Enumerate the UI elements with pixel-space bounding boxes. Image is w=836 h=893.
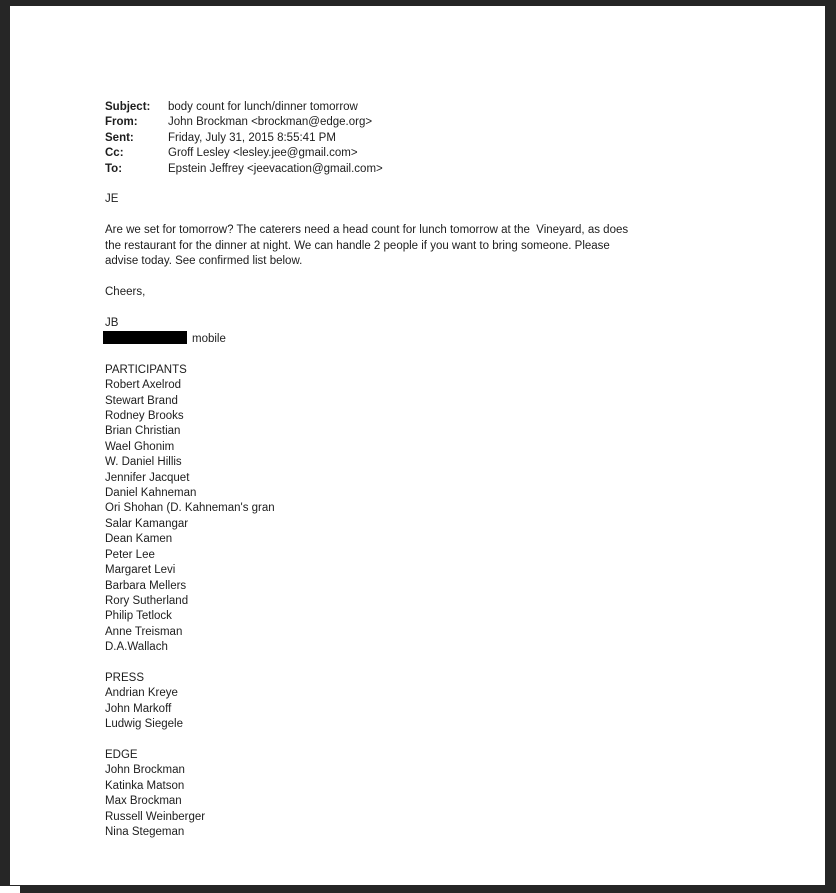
section-title: EDGE — [105, 748, 138, 761]
section-edge — [105, 748, 785, 840]
list-item: Margaret Levi — [105, 564, 176, 577]
header-label: Sent: — [105, 131, 134, 144]
header-label: Cc: — [105, 147, 124, 160]
header-value: body count for lunch/dinner tomorrow — [168, 101, 358, 113]
paragraph-line: Are we set for tomorrow? The caterers need a head count for lunch tomorrow at the Vineyard, as does — [105, 224, 629, 237]
list-item: Andrian Kreye — [105, 687, 178, 700]
section-title: PRESS — [105, 671, 144, 684]
section-press — [105, 671, 785, 733]
list-item: Rory Sutherland — [105, 594, 189, 607]
list-item: Dean Kamen — [105, 533, 173, 546]
signature-phone-line — [105, 331, 785, 347]
edge-list — [105, 763, 785, 840]
press-list — [105, 686, 785, 732]
list-item: Philip Tetlock — [105, 610, 172, 623]
section-title: PARTICIPANTS — [105, 363, 187, 376]
email-headers — [105, 100, 785, 177]
header-row — [105, 131, 785, 146]
list-item: Robert Axelrod — [105, 379, 182, 392]
list-item: Daniel Kahneman — [105, 487, 197, 500]
list-item: Wael Ghonim — [105, 440, 175, 453]
list-item: Katinka Matson — [105, 779, 185, 792]
list-item: John Brockman — [105, 764, 185, 777]
header-value: Groff Lesley <lesley.jee@gmail.com> — [168, 147, 358, 160]
list-item: Rodney Brooks — [105, 410, 184, 423]
list-item: D.A.Wallach — [105, 641, 168, 654]
list-item: Barbara Mellers — [105, 579, 187, 592]
header-value: Epstein Jeffrey <jeevacation@gmail.com> — [168, 162, 383, 175]
list-item: Russell Weinberger — [105, 810, 206, 823]
greeting: JE — [105, 193, 119, 206]
redaction-label: mobile — [192, 333, 226, 346]
signature-initials: JB — [105, 316, 119, 329]
header-value: Friday, July 31, 2015 8:55:41 PM — [168, 131, 336, 144]
body-paragraph — [105, 223, 785, 269]
list-item: Brian Christian — [105, 425, 181, 438]
list-item: W. Daniel Hillis — [105, 456, 182, 469]
header-row — [105, 162, 785, 177]
header-label: To: — [105, 162, 123, 175]
email-content — [10, 6, 825, 840]
email-page — [10, 6, 825, 885]
scan-corner-artifact — [0, 886, 20, 893]
header-value: John Brockman <brockman@edge.org> — [168, 116, 373, 129]
header-row — [105, 100, 785, 115]
list-item: Nina Stegeman — [105, 825, 185, 838]
list-item: Jennifer Jacquet — [105, 471, 190, 484]
list-item: Peter Lee — [105, 548, 155, 561]
paragraph-line: the restaurant for the dinner at night. We can handle 2 people if you want to bring someone. Please — [105, 239, 610, 252]
list-item: Max Brockman — [105, 795, 182, 808]
list-item: Stewart Brand — [105, 394, 178, 407]
header-row — [105, 115, 785, 130]
header-row — [105, 146, 785, 161]
list-item: Anne Treisman — [105, 625, 183, 638]
redaction-bar — [103, 331, 187, 344]
signature — [105, 316, 785, 348]
list-item: Salar Kamangar — [105, 517, 189, 530]
paragraph-line: advise today. See confirmed list below. — [105, 255, 303, 268]
header-label: Subject: — [105, 101, 151, 113]
list-item: Ludwig Siegele — [105, 718, 184, 731]
section-participants — [105, 363, 785, 656]
participants-list — [105, 378, 785, 655]
list-item: Ori Shohan (D. Kahneman's gran — [105, 502, 275, 515]
header-label: From: — [105, 116, 138, 129]
list-item: John Markoff — [105, 702, 172, 715]
closing: Cheers, — [105, 285, 146, 298]
